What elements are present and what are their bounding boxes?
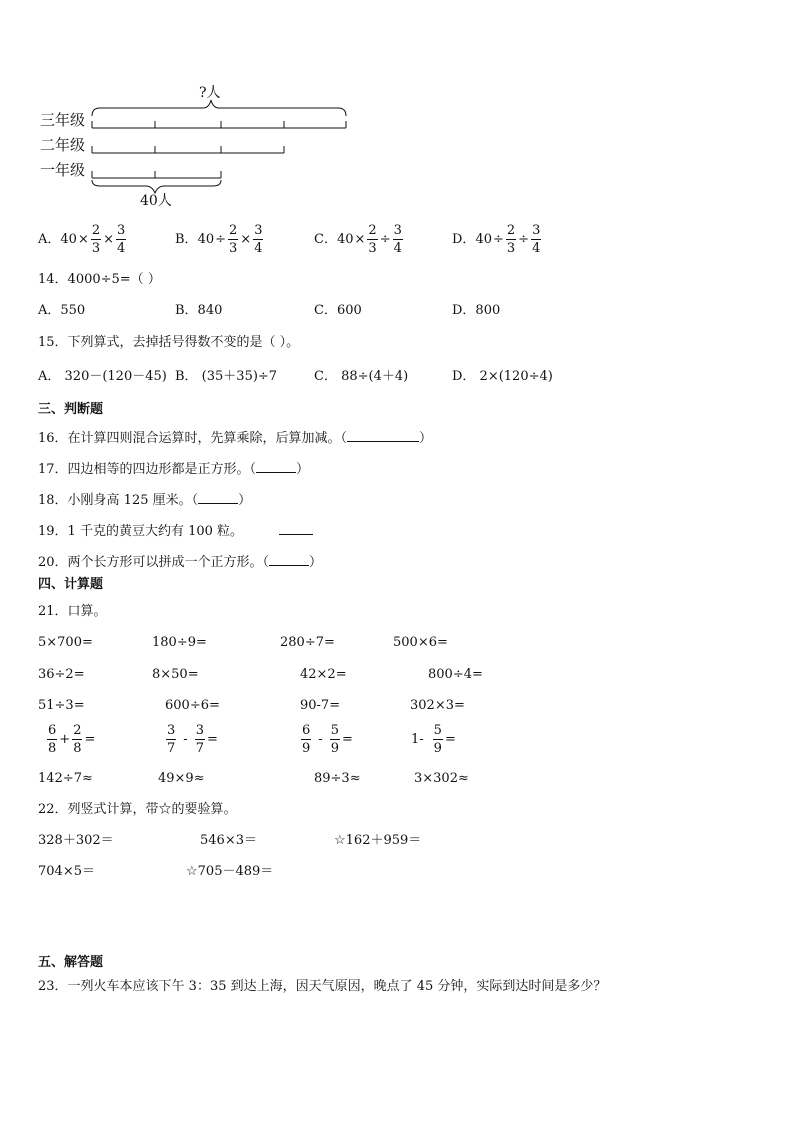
denominator: 9 — [330, 741, 339, 756]
denominator: 4 — [393, 241, 402, 256]
q13-option-c[interactable] — [314, 224, 404, 255]
oral-item: 280÷7= — [280, 635, 335, 650]
fraction — [433, 724, 443, 755]
vertical-calc-item: ☆705－489＝ — [186, 864, 274, 879]
fraction-calc-1 — [46, 724, 96, 755]
q16-text: 16．在计算四则混合运算时，先算乘除，后算加减。（ — [38, 431, 348, 446]
operator: × — [103, 232, 115, 247]
operator: - — [318, 732, 323, 747]
fraction — [166, 724, 176, 755]
operator: - — [183, 732, 188, 747]
numerator: 3 — [117, 223, 126, 238]
fraction — [116, 224, 126, 255]
operand: 1- — [411, 732, 424, 747]
operator: ÷ — [379, 232, 391, 247]
answer-blank[interactable] — [256, 460, 296, 473]
fraction — [531, 224, 541, 255]
oral-item: 302×3= — [410, 698, 465, 713]
oral-item: 36÷2= — [38, 667, 85, 682]
denominator: 9 — [433, 741, 442, 756]
denominator: 7 — [195, 741, 204, 756]
operand: 40 — [336, 232, 354, 247]
q20-end: ） — [309, 555, 323, 570]
fraction — [91, 224, 101, 255]
oral-item: 3×302≈ — [414, 771, 469, 786]
oral-item: 89÷3≈ — [314, 771, 361, 786]
fraction — [72, 724, 82, 755]
q18-text: 18．小刚身高 125 厘米。（ — [38, 493, 199, 508]
numerator: 3 — [195, 723, 204, 738]
section5-title: 五、解答题 — [38, 955, 104, 970]
denominator: 3 — [368, 241, 377, 256]
section3-title: 三、判断题 — [38, 402, 104, 417]
oral-item: 51÷3= — [38, 698, 85, 713]
oral-item: 49×9≈ — [158, 771, 205, 786]
denominator: 9 — [302, 741, 311, 756]
option-letter: B． — [175, 232, 198, 247]
q16-end: ） — [419, 431, 433, 446]
denominator: 4 — [532, 241, 541, 256]
numerator: 2 — [368, 223, 377, 238]
equals-sign: = — [444, 732, 456, 747]
q15-option-a[interactable]: A． 320－(120－45) — [38, 369, 167, 384]
operator: ÷ — [215, 232, 227, 247]
q15-option-b[interactable]: B． (35＋35)÷7 — [175, 369, 278, 384]
oral-item: 5×700= — [38, 635, 93, 650]
vertical-calc-item: 546×3＝ — [200, 833, 257, 848]
denominator: 3 — [91, 241, 101, 256]
option-letter: D． — [452, 232, 476, 247]
operator: × — [354, 232, 366, 247]
fraction — [228, 224, 238, 255]
numerator: 6 — [302, 723, 311, 738]
q14-stem: 14．4000÷5=（ ） — [38, 272, 161, 287]
oral-item: 142÷7≈ — [38, 771, 93, 786]
fraction — [253, 224, 263, 255]
operator: ÷ — [518, 232, 530, 247]
denominator: 8 — [73, 741, 82, 756]
numerator: 2 — [229, 223, 238, 238]
numerator: 3 — [532, 223, 541, 238]
option-letter: C． — [314, 232, 337, 247]
operator: + — [59, 732, 71, 747]
diagram-top-label: ?人 — [199, 85, 221, 101]
fraction-calc-2 — [165, 724, 219, 755]
q23-stem: 23．一列火车本应该下午 3：35 到达上海，因天气原因，晚点了 45 分钟，实际到达时间是多少？ — [38, 979, 607, 994]
q18 — [38, 491, 251, 507]
q14-option-a[interactable]: A．550 — [38, 303, 86, 318]
q22-stem: 22．列竖式计算，带☆的要验算。 — [38, 802, 237, 817]
oral-item: 500×6= — [393, 635, 448, 650]
numerator: 3 — [167, 723, 176, 738]
fraction-calc-3 — [300, 724, 354, 755]
option-letter: A． — [38, 232, 61, 247]
numerator: 2 — [91, 223, 101, 238]
numerator: 6 — [48, 723, 57, 738]
oral-item: 8×50= — [152, 667, 199, 682]
diagram-lines — [0, 0, 794, 230]
diagram-bottom-label: 40人 — [140, 193, 172, 209]
fraction — [47, 724, 57, 755]
denominator: 7 — [167, 741, 176, 756]
oral-item: 180÷9= — [152, 635, 207, 650]
q19-text: 19．1 千克的黄豆大约有 100 粒。 — [38, 524, 244, 539]
q21-stem: 21．口算。 — [38, 604, 107, 619]
equals-sign: = — [341, 732, 353, 747]
numerator: 2 — [73, 723, 82, 738]
numerator: 5 — [433, 723, 442, 738]
answer-blank[interactable] — [347, 429, 419, 442]
q13-option-d[interactable] — [452, 224, 542, 255]
grade-label-2: 二年级 — [40, 136, 86, 154]
equals-sign: = — [84, 732, 96, 747]
fraction — [330, 724, 340, 755]
oral-item: 42×2= — [300, 667, 347, 682]
fraction — [301, 724, 311, 755]
denominator: 4 — [254, 241, 263, 256]
q17-text: 17．四边相等的四边形都是正方形。（ — [38, 462, 257, 477]
numerator: 3 — [393, 223, 402, 238]
q13-option-a[interactable] — [38, 224, 127, 255]
operand: 40 — [60, 232, 77, 247]
fraction — [367, 224, 377, 255]
denominator: 8 — [48, 741, 57, 756]
vertical-calc-item: 704×5＝ — [38, 864, 95, 879]
operator: ÷ — [492, 232, 504, 247]
numerator: 5 — [330, 723, 339, 738]
section4-title: 四、计算题 — [38, 577, 104, 592]
q15-stem: 15．下列算式，去掉括号得数不变的是（ ）。 — [38, 335, 300, 350]
fraction — [506, 224, 516, 255]
denominator: 3 — [229, 241, 238, 256]
equals-sign: = — [206, 732, 218, 747]
answer-blank[interactable] — [269, 553, 309, 566]
operand: 40 — [197, 232, 215, 247]
q15-option-c[interactable]: C． 88÷(4＋4) — [314, 369, 409, 384]
q18-end: ） — [238, 493, 252, 508]
fraction-calc-4 — [410, 724, 457, 755]
operator: × — [77, 232, 89, 247]
vertical-calc-item: ☆162＋959＝ — [334, 833, 422, 848]
numerator: 3 — [254, 223, 263, 238]
q16 — [38, 429, 432, 445]
q15-option-d[interactable]: D． 2×(120÷4) — [452, 369, 553, 384]
oral-item: 800÷4= — [428, 667, 483, 682]
fraction — [195, 724, 205, 755]
denominator: 4 — [117, 241, 126, 256]
q13-option-b[interactable] — [175, 224, 264, 255]
q17-end: ） — [296, 462, 310, 477]
numerator: 2 — [506, 223, 516, 238]
q14-option-d[interactable]: D．800 — [452, 303, 501, 318]
q14-option-c[interactable]: C．600 — [314, 303, 362, 318]
q20-text: 20．两个长方形可以拼成一个正方形。（ — [38, 555, 270, 570]
q14-option-b[interactable]: B．840 — [175, 303, 223, 318]
denominator: 3 — [506, 241, 516, 256]
q19 — [38, 522, 313, 538]
answer-blank[interactable] — [198, 491, 238, 504]
vertical-calc-item: 328＋302＝ — [38, 833, 114, 848]
operator: × — [240, 232, 252, 247]
fraction — [393, 224, 403, 255]
grade-label-3: 三年级 — [40, 111, 86, 129]
q17 — [38, 460, 309, 476]
grade-label-1: 一年级 — [40, 161, 86, 179]
operand: 40 — [475, 232, 492, 247]
q20 — [38, 553, 322, 569]
answer-blank[interactable] — [279, 522, 313, 535]
oral-item: 90-7= — [300, 698, 341, 713]
oral-item: 600÷6= — [165, 698, 220, 713]
